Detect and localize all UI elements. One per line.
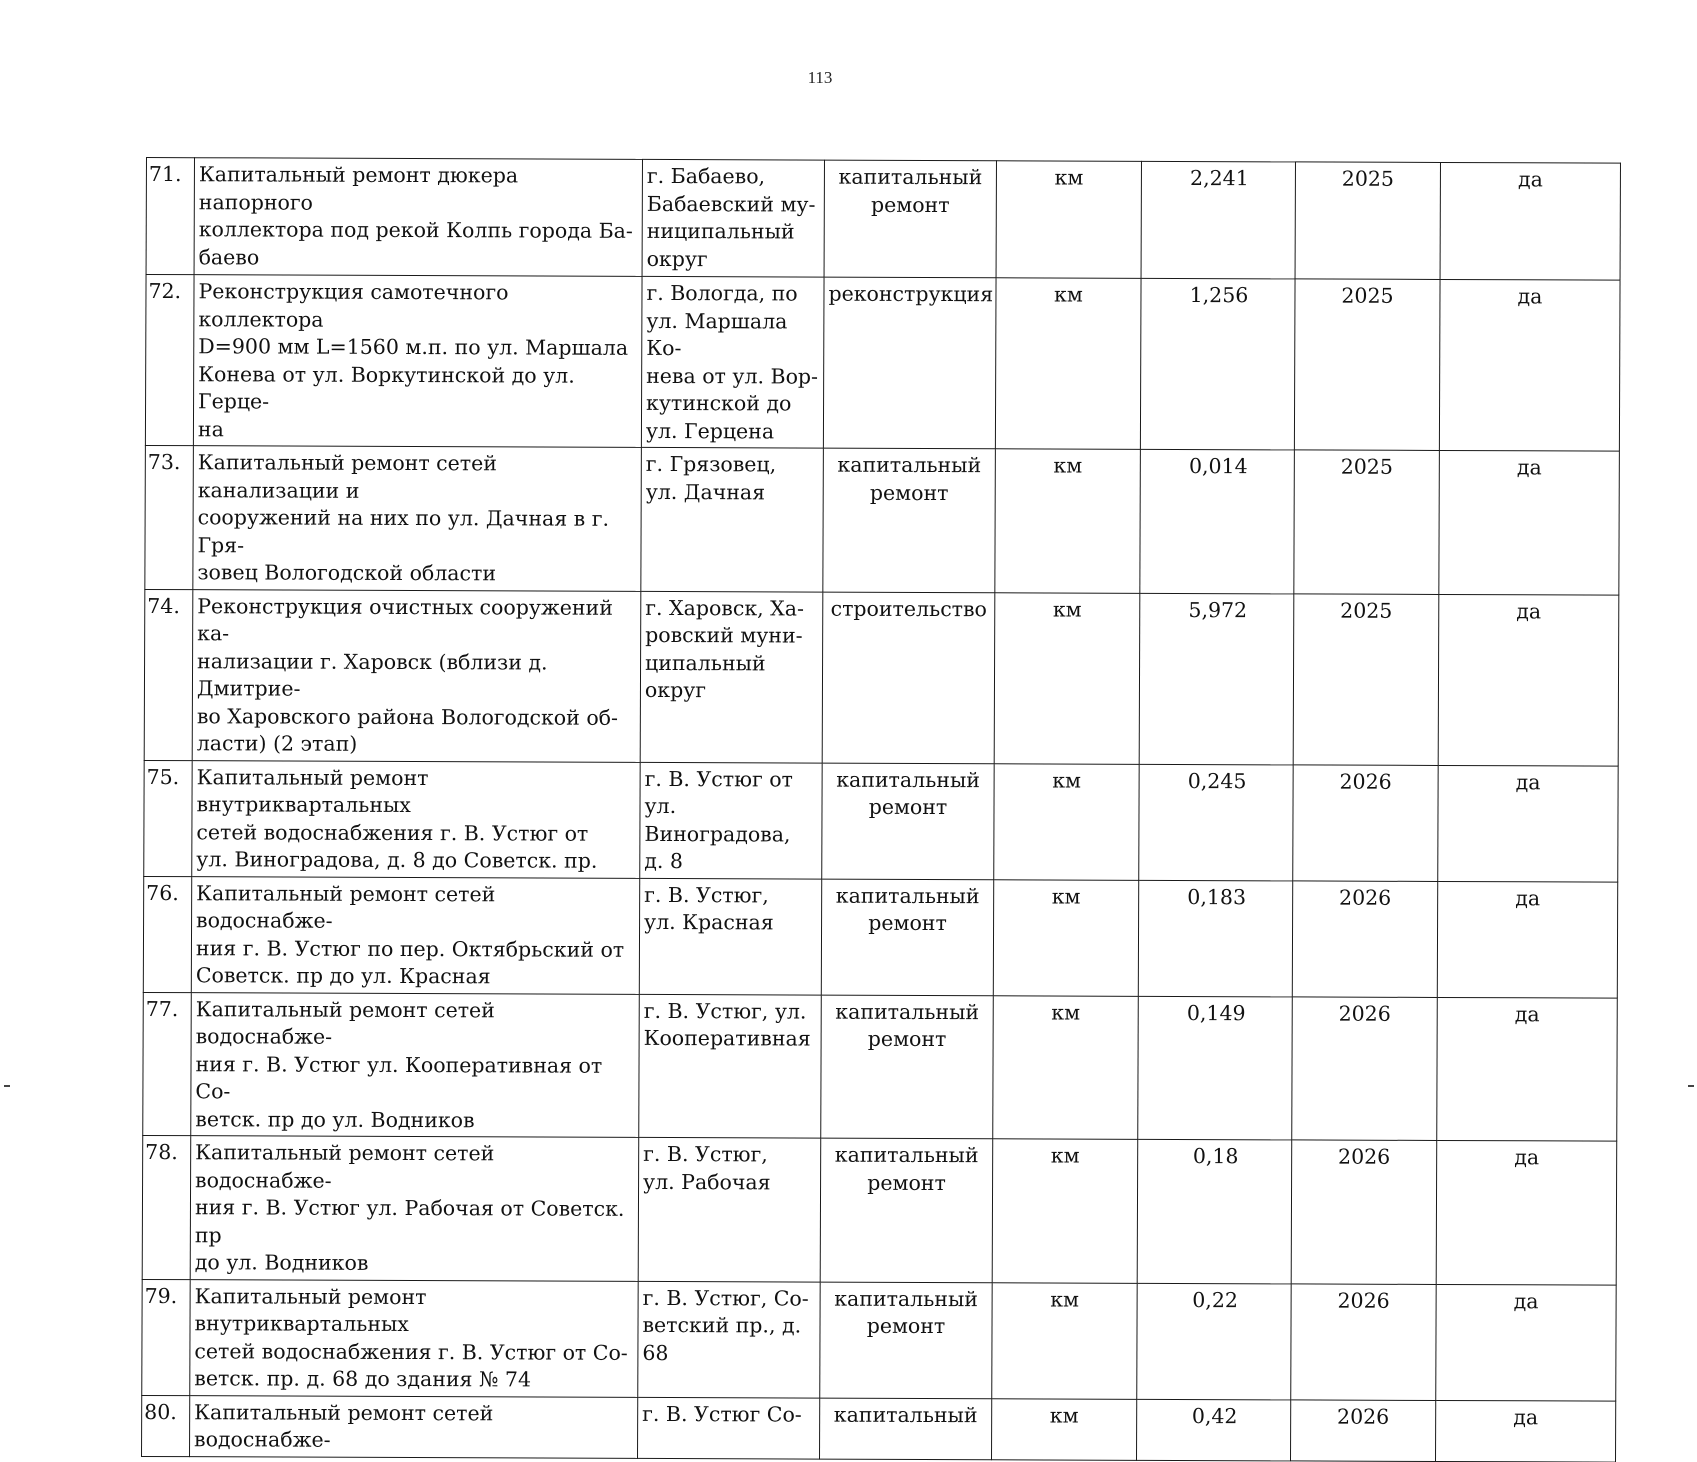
row-flag: да xyxy=(1437,881,1617,998)
table-row xyxy=(144,589,1619,766)
row-year: 2026 xyxy=(1291,1140,1437,1284)
scan-mark-right xyxy=(1688,1085,1694,1087)
row-unit: км xyxy=(993,879,1138,996)
row-flag: да xyxy=(1439,279,1620,451)
row-description: Капитальный ремонт внутриквартальных сетей водоснабжения г. В. Устюг от Со- ветск. пр. д. 68 до здания № 74 xyxy=(190,1279,638,1397)
row-year: 2025 xyxy=(1294,279,1440,451)
row-length: 0,42 xyxy=(1137,1399,1291,1461)
row-location: г. Грязовец, ул. Дачная xyxy=(641,447,824,591)
row-number: 79. xyxy=(142,1279,190,1395)
table-row xyxy=(146,158,1620,281)
row-number: 76. xyxy=(143,876,191,992)
table-row xyxy=(142,1395,1616,1462)
row-location: г. Вологда, по ул. Маршала Ко- нева от ул. Вор- кутинской до ул. Герцена xyxy=(641,276,824,448)
scan-mark-left xyxy=(4,1085,10,1087)
row-year: 2026 xyxy=(1293,764,1438,881)
row-location: г. В. Устюг Со- xyxy=(638,1397,820,1459)
row-flag: да xyxy=(1440,162,1620,280)
row-year: 2025 xyxy=(1294,450,1440,594)
row-flag: да xyxy=(1436,1284,1616,1401)
row-length: 0,18 xyxy=(1137,1139,1292,1283)
row-length: 1,256 xyxy=(1140,278,1295,450)
row-length: 0,22 xyxy=(1137,1283,1291,1400)
row-work-type: капитальный ремонт xyxy=(821,995,994,1139)
row-number: 75. xyxy=(144,760,192,876)
row-length: 0,183 xyxy=(1138,880,1292,997)
row-number: 74. xyxy=(144,589,193,760)
row-location: г. В. Устюг, ул. Рабочая xyxy=(638,1137,821,1281)
table-row xyxy=(144,760,1618,882)
row-number: 80. xyxy=(142,1395,190,1456)
row-length: 2,241 xyxy=(1141,161,1295,279)
row-location: г. Бабаево, Бабаевский му- ниципальный округ xyxy=(642,159,824,277)
row-work-type: капитальный ремонт xyxy=(824,160,996,278)
row-flag: да xyxy=(1436,1140,1617,1284)
row-unit: км xyxy=(995,278,1141,450)
row-work-type: капитальный ремонт xyxy=(822,763,994,880)
table-row xyxy=(145,275,1620,452)
row-flag: да xyxy=(1438,594,1619,766)
row-location: г. Харовск, Ха- ровский муни- ципальный округ xyxy=(640,591,823,763)
row-number: 78. xyxy=(142,1135,191,1279)
row-work-type: реконструкция xyxy=(823,277,996,449)
row-flag: да xyxy=(1439,450,1620,594)
row-description: Капитальный ремонт дюкера напорного коллектора под рекой Колпь города Ба- баево xyxy=(194,158,642,277)
row-flag: да xyxy=(1437,997,1618,1141)
row-length: 5,972 xyxy=(1139,593,1294,765)
works-table xyxy=(141,157,1621,1462)
row-year: 2025 xyxy=(1293,593,1439,765)
table-row xyxy=(142,1279,1616,1401)
row-year: 2026 xyxy=(1292,996,1438,1140)
row-work-type: капитальный ремонт xyxy=(823,448,996,592)
row-unit: км xyxy=(993,995,1139,1139)
row-length: 0,014 xyxy=(1140,449,1295,593)
row-unit: км xyxy=(996,161,1141,279)
row-length: 0,245 xyxy=(1139,764,1293,881)
row-work-type: строительство xyxy=(822,592,995,764)
row-year: 2025 xyxy=(1295,162,1440,280)
row-description: Капитальный ремонт сетей водоснабже- xyxy=(190,1395,638,1458)
row-location: г. В. Устюг, Со- ветский пр., д. 68 xyxy=(638,1281,820,1398)
row-number: 71. xyxy=(146,158,194,275)
row-number: 73. xyxy=(145,445,194,589)
table-row xyxy=(145,445,1620,594)
row-unit: км xyxy=(994,763,1139,880)
row-description: Капитальный ремонт сетей водоснабже- ния г. В. Устюг по пер. Октябрьский от Советск. пр до ул. Красная xyxy=(191,876,639,994)
row-number: 72. xyxy=(145,275,194,446)
row-unit: км xyxy=(994,592,1140,764)
row-year: 2026 xyxy=(1291,1283,1436,1400)
row-unit: км xyxy=(995,449,1141,593)
row-description: Капитальный ремонт сетей водоснабже- ния г. В. Устюг ул. Кооперативная от Со- ветск. пр до ул. Водников xyxy=(191,992,640,1137)
row-unit: км xyxy=(992,1282,1137,1399)
row-work-type: капитальный ремонт xyxy=(821,879,993,996)
row-location: г. В. Устюг, ул. Красная xyxy=(639,878,821,995)
row-length: 0,149 xyxy=(1138,996,1293,1140)
row-location: г. В. Устюг, ул. Кооперативная xyxy=(639,994,822,1138)
row-work-type: капитальный ремонт xyxy=(820,1282,992,1399)
row-year: 2026 xyxy=(1291,1399,1436,1461)
row-work-type: капитальный xyxy=(820,1398,992,1460)
row-description: Капитальный ремонт сетей канализации и сооружений на них по ул. Дачная в г. Гря- зовец Вологодской области xyxy=(193,446,642,591)
row-flag: да xyxy=(1438,765,1618,882)
table-row xyxy=(142,1135,1617,1284)
row-year: 2026 xyxy=(1292,880,1437,997)
row-description: Капитальный ремонт внутриквартальных сетей водоснабжения г. В. Устюг от ул. Виноградова, д. 8 до Советск. пр. xyxy=(192,760,640,878)
row-location: г. В. Устюг от ул. Виноградова, д. 8 xyxy=(640,762,822,879)
table-row xyxy=(143,876,1617,998)
row-flag: да xyxy=(1436,1400,1616,1462)
row-unit: км xyxy=(992,1398,1137,1460)
row-description: Реконструкция самотечного коллектора D=900 мм L=1560 м.п. по ул. Маршала Конева от ул. Воркутинской до ул. Герце- на xyxy=(193,275,642,448)
table-body xyxy=(142,158,1621,1462)
row-unit: км xyxy=(992,1139,1138,1283)
row-number: 77. xyxy=(143,992,192,1136)
row-work-type: капитальный ремонт xyxy=(820,1138,993,1282)
table-row xyxy=(143,992,1618,1141)
page-number: 113 xyxy=(807,68,833,87)
row-description: Капитальный ремонт сетей водоснабже- ния г. В. Устюг ул. Рабочая от Советск. пр до ул. Водников xyxy=(190,1136,639,1281)
row-description: Реконструкция очистных сооружений ка- нализации г. Харовск (вблизи д. Дмитрие- во Харовского района Вологодской об- ласти) (2 этап) xyxy=(192,589,641,762)
